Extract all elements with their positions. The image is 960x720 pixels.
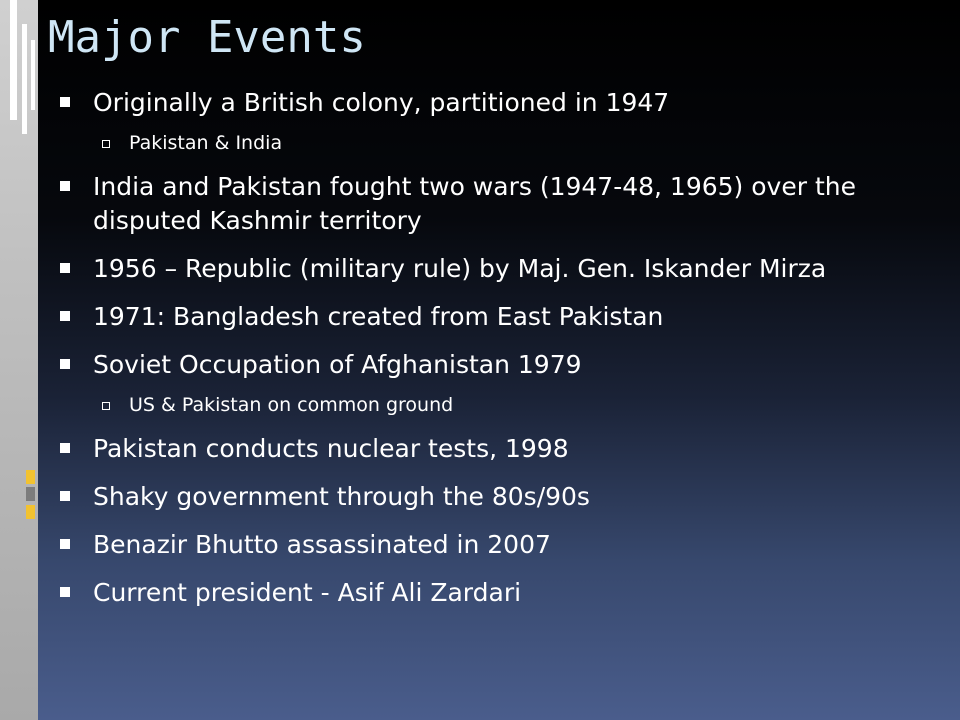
filled-square-icon (60, 443, 70, 453)
bullet-item (58, 300, 938, 334)
sub-bullet-text: US & Pakistan on common ground (129, 394, 454, 416)
bullet-item (58, 170, 938, 238)
filled-square-icon (60, 97, 70, 107)
bullet-item (58, 348, 938, 382)
bullet-text: Pakistan conducts nuclear tests, 1998 (93, 434, 569, 463)
decorative-bar (31, 40, 35, 110)
bullet-text: Shaky government through the 80s/90s (93, 482, 590, 511)
bullet-text: Current president - Asif Ali Zardari (93, 578, 522, 607)
accent-square-gray (26, 487, 35, 501)
slide-title: Major Events (48, 12, 366, 63)
filled-square-icon (60, 311, 70, 321)
bullet-item (58, 86, 938, 120)
decorative-bar (10, 0, 17, 120)
bullet-text: Benazir Bhutto assassinated in 2007 (93, 530, 551, 559)
bullet-item (58, 480, 938, 514)
accent-square-yellow (26, 470, 35, 484)
filled-square-icon (60, 539, 70, 549)
bullet-text: 1971: Bangladesh created from East Pakistan (93, 302, 664, 331)
sub-bullet-text: Pakistan & India (129, 132, 283, 154)
sub-bullet-item (58, 392, 938, 418)
bullet-text: India and Pakistan fought two wars (1947-48, 1965) over the disputed Kashmir territory (93, 172, 856, 235)
filled-square-icon (60, 263, 70, 273)
filled-square-icon (60, 181, 70, 191)
bullet-text: Soviet Occupation of Afghanistan 1979 (93, 350, 582, 379)
bullet-item (58, 576, 938, 610)
sub-bullet-item (58, 130, 938, 156)
bullet-item (58, 432, 938, 466)
bullet-item (58, 252, 938, 286)
filled-square-icon (60, 491, 70, 501)
filled-square-icon (60, 587, 70, 597)
bullet-text: 1956 – Republic (military rule) by Maj. Gen. Iskander Mirza (93, 254, 827, 283)
bullet-item (58, 528, 938, 562)
decorative-bar (22, 24, 27, 134)
hollow-square-icon (102, 140, 110, 148)
filled-square-icon (60, 359, 70, 369)
bullet-text: Originally a British colony, partitioned in 1947 (93, 88, 670, 117)
hollow-square-icon (102, 402, 110, 410)
bullet-list (58, 86, 938, 624)
accent-square-yellow (26, 505, 35, 519)
